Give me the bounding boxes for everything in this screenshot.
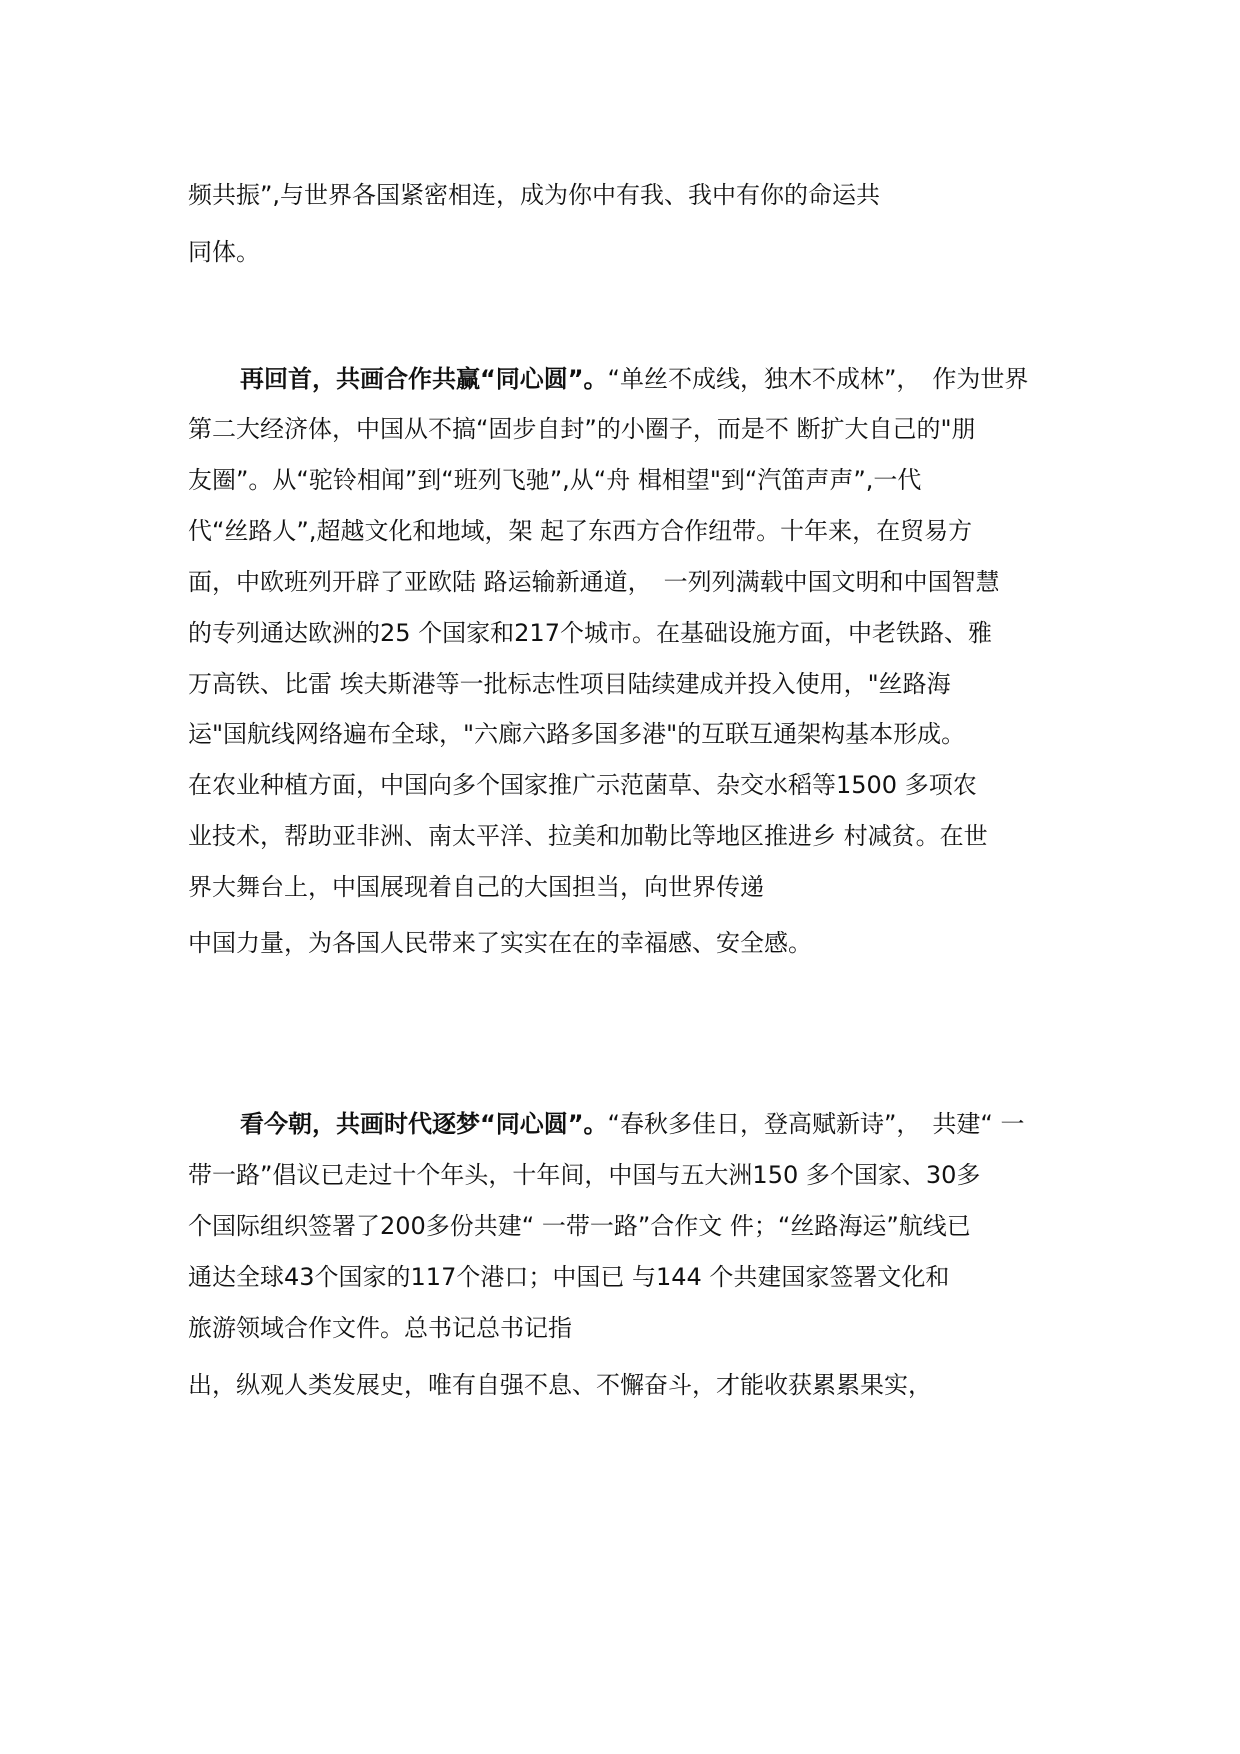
text-line: 运"国航线网络遍布全球，"六廊六路多国多港"的互联互通架构基本形成。 xyxy=(188,720,966,748)
text-line: 带一路”倡议已走过十个年头，十年间，中国与五大洲150 多个国家、30多 xyxy=(188,1161,981,1189)
text-line: 旅游领域合作文件。总书记总书记指 xyxy=(188,1314,572,1342)
paragraph-text: “春秋多佳日，登高赋新诗”， 共建“ 一 xyxy=(607,1110,1025,1138)
text-line: 业技术，帮助亚非洲、南太平洋、拉美和加勒比等地区推进乡 村减贫。在世 xyxy=(188,822,988,850)
text-line: 同体。 xyxy=(188,238,260,266)
paragraph-first-line xyxy=(240,1109,1024,1139)
text-line: 的专列通达欧洲的25 个国家和217个城市。在基础设施方面，中老铁路、雅 xyxy=(188,619,992,647)
text-line: 在农业种植方面，中国向多个国家推广示范菌草、杂交水稻等1500 多项农 xyxy=(188,771,977,799)
text-line: 代“丝路人”,超越文化和地域，架 起了东西方合作纽带。十年来，在贸易方 xyxy=(188,517,973,545)
text-line: 第二大经济体，中国从不搞“固步自封”的小圈子，而是不 断扩大自己的"朋 xyxy=(188,415,976,443)
text-line: 面，中欧班列开辟了亚欧陆 路运输新通道， 一列列满载中国文明和中国智慧 xyxy=(188,568,1000,596)
text-line: 万高铁、比雷 埃夫斯港等一批标志性项目陆续建成并投入使用，"丝路海 xyxy=(188,670,951,698)
text-line: 中国力量，为各国人民带来了实实在在的幸福感、安全感。 xyxy=(188,929,812,957)
text-line: 通达全球43个国家的117个港口；中国已 与144 个共建国家签署文化和 xyxy=(188,1263,950,1291)
text-line: 友圈”。从“驼铃相闻”到“班列飞驰”,从“舟 楫相望"到“汽笛声声”,一代 xyxy=(188,466,922,494)
text-line: 出，纵观人类发展史，唯有自强不息、不懈奋斗，才能收获累累果实， xyxy=(188,1371,932,1399)
paragraph-heading: 再回首，共画合作共赢“同心圆”。 xyxy=(240,365,608,393)
paragraph-text: “单丝不成线，独木不成林”， 作为世界 xyxy=(607,365,1029,393)
text-line: 界大舞台上，中国展现着自己的大国担当，向世界传递 xyxy=(188,873,764,901)
paragraph-heading: 看今朝，共画时代逐梦“同心圆”。 xyxy=(240,1110,608,1138)
paragraph-first-line xyxy=(240,364,1028,394)
text-line: 个国际组织签署了200多份共建“ 一带一路”合作文 件；“丝路海运”航线已 xyxy=(188,1212,971,1240)
text-line: 频共振”,与世界各国紧密相连，成为你中有我、我中有你的命运共 xyxy=(188,181,881,209)
